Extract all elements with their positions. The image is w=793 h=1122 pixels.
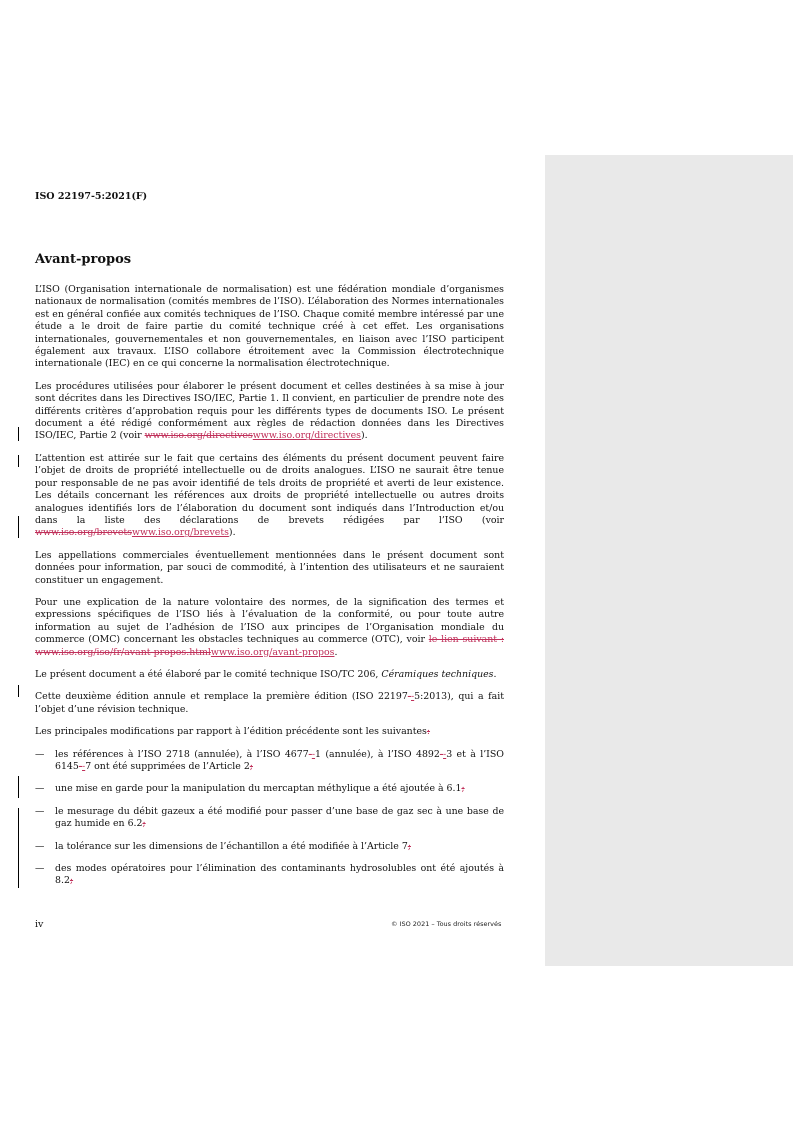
inserted-link[interactable]: www.iso.org/brevets — [131, 527, 229, 539]
inserted-link[interactable]: www.iso.org/avant-propos — [210, 646, 335, 658]
paragraph: Cette deuxième édition annule et remplace la première édition (ISO 22197--5:2013), qui a fait l’objet d’une révision technique. — [35, 691, 504, 715]
paragraph: L’ISO (Organisation internationale de normalisation) est une fédération mondiale d’organismes nationaux de normalisation (comités membres de l’ISO). L’élaboration des Normes internationales est en général confiée aux comités techniques de l’ISO. Chaque comité membre intéressé par une étude a le droit de faire partie du comité technique créé à cet effet. Les organisations internationales, gouvernementales et non gouvernementales, en liaison avec l’ISO participent également aux travaux. L’ISO collabore étroitement avec la Commission électrotechnique internationale (IEC) en ce qui concerne la normalisation électrotechnique. — [35, 284, 504, 370]
document-body — [35, 284, 504, 898]
change-bar — [18, 685, 19, 697]
deleted-link[interactable]: le lien suivant : www.iso.org/iso/fr/avant-propos.html — [35, 634, 504, 658]
deleted-link[interactable]: www.iso.org/brevets — [35, 527, 132, 539]
list-item: — des modes opératoires pour l’élimination des contaminants hydrosolubles ont été ajoutés à 8.2; — [35, 863, 504, 887]
section-title: Avant-propos — [35, 252, 132, 267]
change-bar — [18, 776, 19, 798]
inserted-link[interactable]: www.iso.org/directives — [252, 430, 361, 442]
list-item: — la tolérance sur les dimensions de l’échantillon a été modifiée à l’Article 7; — [35, 840, 411, 852]
document-code: ISO 22197-5:2021(F) — [35, 191, 148, 202]
committee-title: Céramiques techniques — [381, 668, 494, 680]
change-bar — [18, 808, 19, 888]
change-bar — [18, 455, 19, 467]
list-item: — une mise en garde pour la manipulation du mercaptan méthylique a été ajoutée à 6.1; — [35, 783, 465, 795]
list-item: — le mesurage du débit gazeux a été modifié pour passer d’une base de gaz sec à une base de gaz humide en 6.2; — [35, 805, 504, 830]
copyright-notice: © ISO 2021 – Tous droits réservés — [391, 920, 502, 928]
paragraph: Les procédures utilisées pour élaborer le présent document et celles destinées à sa mise à jour sont décrites dans les Directives ISO/IEC, Partie 1. Il convient, en particulier de prendre note des différents critères d’approbation requis pour les différents types de documents ISO. Le présent document a été rédigé conformément aux règles de rédaction données dans les Directives ISO/IEC, Partie 2 (voir www.iso.org/directiveswww.iso.org/directives). — [35, 380, 504, 442]
change-bar — [18, 516, 19, 538]
list-item: — les références à l’ISO 2718 (annulée), à l’ISO 4677--1 (annulée), à l’ISO 4892--3 et à l’ISO 6145--7 ont été supprimées de l’Article 2; — [35, 748, 504, 772]
paragraph: Les principales modifications par rapport à l’édition précédente sont les suivantes: — [35, 726, 431, 738]
paragraph: L’attention est attirée sur le fait que certains des éléments du présent document peuvent faire l’objet de droits de propriété intellectuelle ou de droits analogues. L’ISO ne saurait être tenue pour responsable de ne pas avoir identifié de tels droits de propriété et averti de leur existence. Les détails concernant les références aux droits de propriété intellectuelle ou autres droits analogues identifiés lors de l’élaboration du document sont indiqués dans l’Introduction et/ou dans la liste des déclarations de brevets rédigées par l’ISO (voir www.iso.org/brevetswww.iso.org/brevets). — [35, 452, 504, 539]
comment-pane — [545, 155, 793, 966]
paragraph: Les appellations commerciales éventuellement mentionnées dans le présent document sont données pour information, par souci de commodité, à l’intention des utilisateurs et ne sauraient constituer un engagement. — [35, 549, 504, 586]
paragraph: Pour une explication de la nature volontaire des normes, de la signification des termes et expressions spécifiques de l’ISO liés à l’évaluation de la conformité, ou pour toute autre information au sujet de l’adhésion de l’ISO aux principes de l’Organisation mondiale du commerce (OMC) concernant les obstacles techniques au commerce (OTC), voir le lien suivant : www.iso.org/iso/fr/avant-propos.htmlwww.iso.org/avant-propos. — [35, 596, 504, 658]
change-bar — [18, 427, 19, 441]
paragraph: Le présent document a été élaboré par le comité technique ISO/TC 206, Céramiques techniques. — [35, 668, 497, 680]
page-number: iv — [35, 919, 44, 930]
deleted-link[interactable]: www.iso.org/directives — [144, 430, 253, 442]
